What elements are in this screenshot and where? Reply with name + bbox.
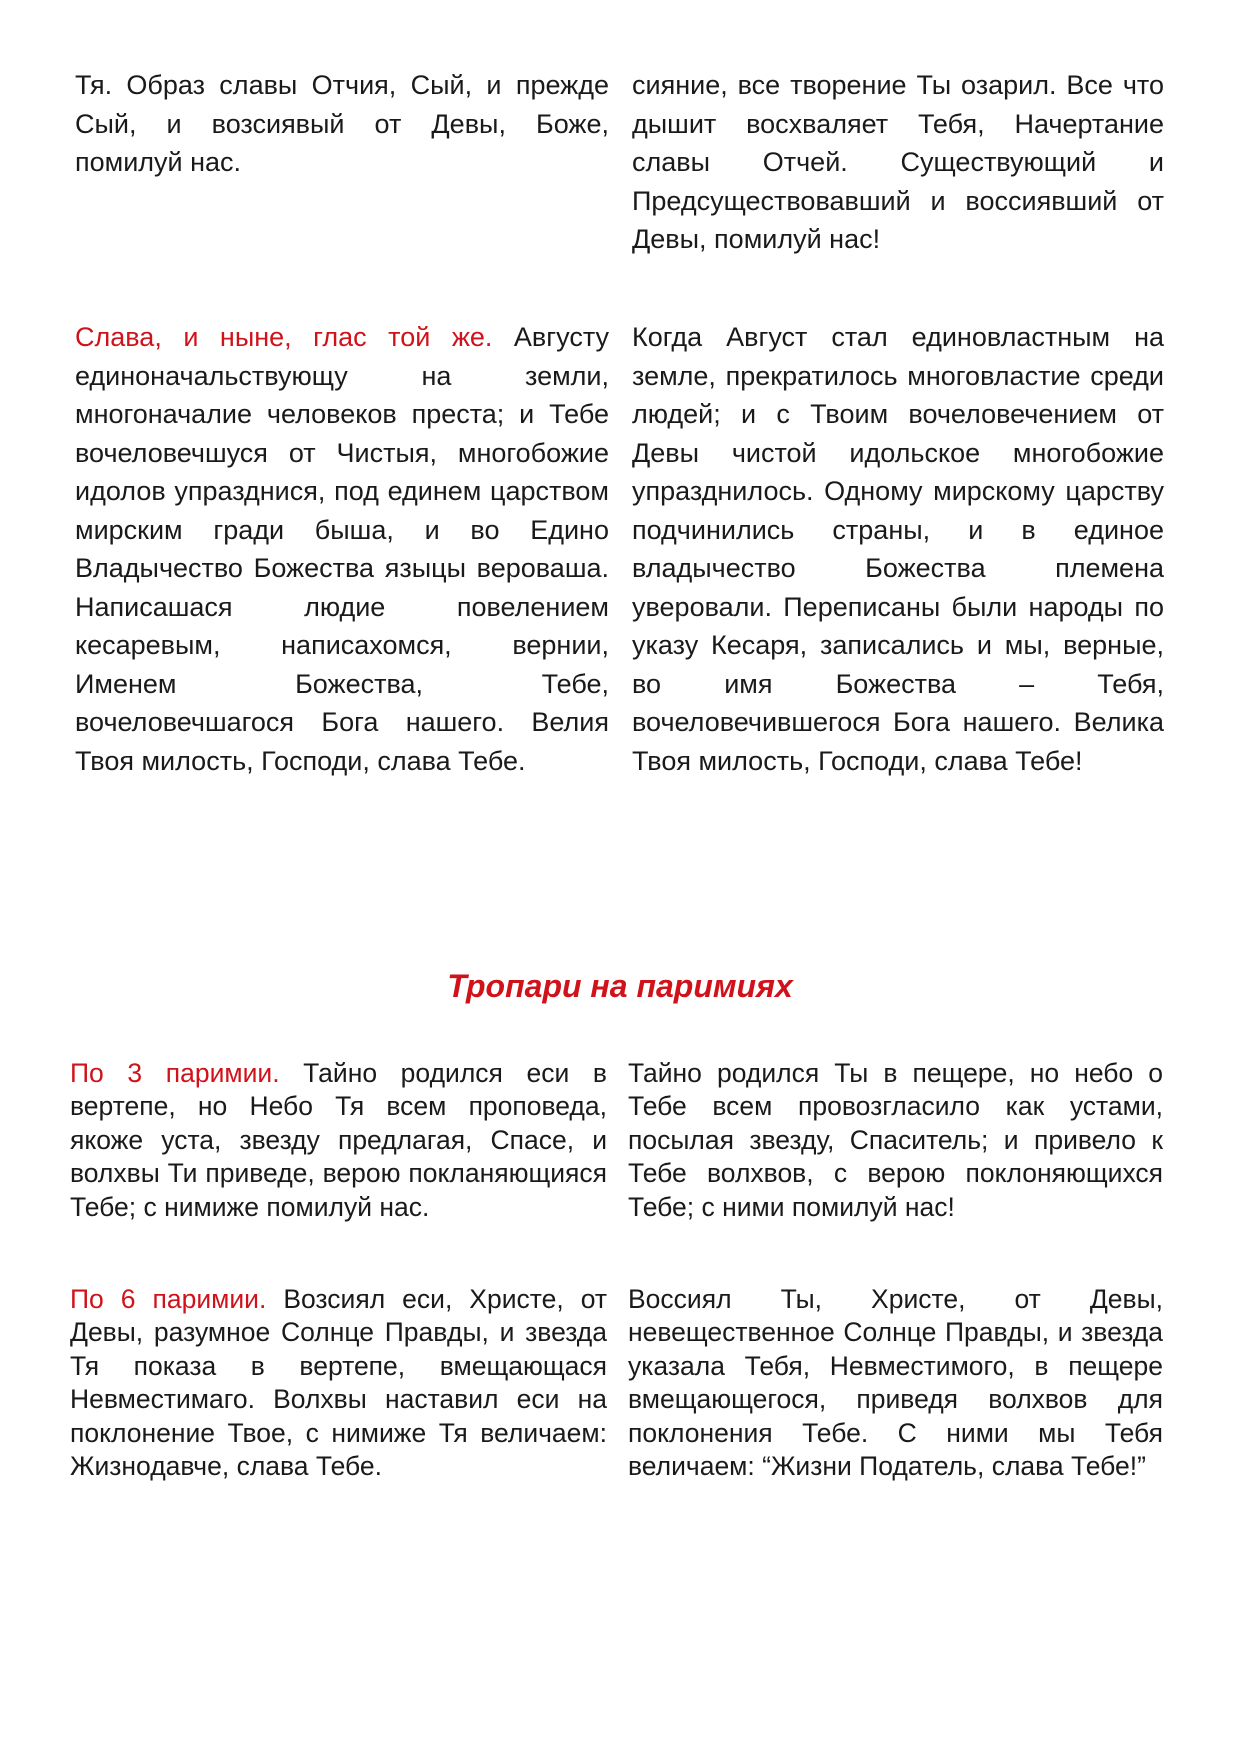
troparion-3-left-text: Тайно родился еси в вертепе, но Небо Тя всем проповеда, якоже уста, звезду предлагая, Спасе, и волхвы Ти приведе, верою покланяющияся Тебе; с нимиже помилуй нас. [70,1058,607,1222]
troparion-6-right-paragraph: Воссиял Ты, Христе, от Девы, невещественное Солнце Правды, и звезда указала Тебя, Невместимого, в пещере вмещающегося, приведя волхвов для поклонения Тебе. С ними мы Тебя величаем: “Жизни Податель, слава Тебе!” [628,1284,1163,1482]
troparion-6-left-paragraph [70,1283,607,1483]
troparion-6-heading: По 6 паримии. [70,1284,267,1314]
troparion-3-right-paragraph: Тайно родился Ты в пещере, но небо о Тебе всем провозгласило как устами, посылая звезду, Спаситель; и привело к Тебе волхвов, с верою поклоняющихся Тебе; с ними помилуй нас! [628,1058,1163,1222]
troparion-3-heading: По 3 паримии. [70,1058,280,1088]
slava-left-paragraph [75,318,609,780]
slava-heading: Слава, и ныне, глас той же. [75,322,493,352]
top-left-paragraph: Тя. Образ славы Отчия, Сый, и прежде Сый, и возсиявый от Девы, Боже, помилуй нас. [75,70,609,177]
section-title: Тропари на паримиях [447,968,793,1004]
troparion-3-left-paragraph [70,1057,607,1224]
slava-right-paragraph: Когда Август стал единовластным на земле, прекратилось многовластие среди людей; и с Твоим вочеловечением от Девы чистой идольское многобожие упразднилось. Одному мирскому царству подчинились страны, и в единое владычество Божества племена уверовали. Переписаны были народы по указу Кесаря, записались и мы, верные, во имя Божества – Тебя, вочеловечившегося Бога нашего. Велика Твоя милость, Господи, слава Тебе! [632,322,1164,776]
slava-left-text: Августу единоначальствующу на земли, многоначалие человеков преста; и Тебе вочеловечшуся от Чистыя, многобожие идолов упразднися, под единем царством мирским гради быша, и во Едино Владычество Божества языцы вероваша. Написашася людие повелением кесаревым, написахомся, вернии, Именем Божества, Тебе, вочеловечшагося Бога нашего. Велия Твоя милость, Господи, слава Тебе. [75,322,609,776]
troparion-6-left-text: Возсиял еси, Христе, от Девы, разумное Солнце Правды, и звезда Тя показа в вертепе, вмещающася Невместимаго. Волхвы наставил еси на поклонение Твое, с нимиже Тя величаем: Жизнодавче, слава Тебе. [70,1284,607,1482]
top-right-paragraph: сияние, все творение Ты озарил. Все что дышит восхваляет Тебя, Начертание славы Отчей. Существующий и Предсуществовавший и воссиявший от Девы, помилуй нас! [632,70,1164,254]
